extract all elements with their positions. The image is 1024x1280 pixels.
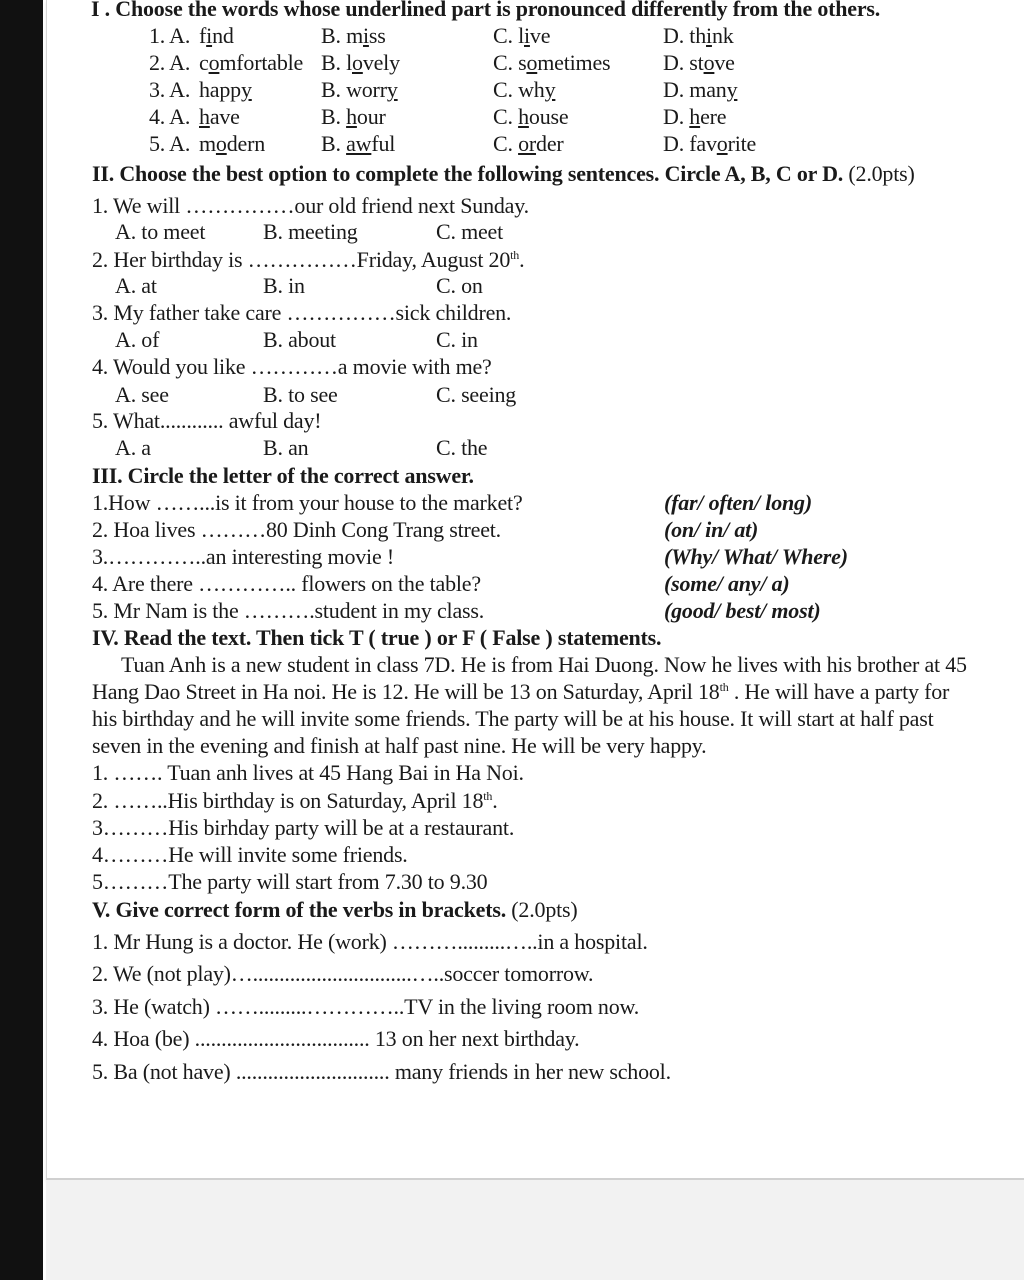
- s1-q5-opt-d: [663, 130, 756, 157]
- s1-q2-opt-d: [663, 49, 735, 76]
- s1-q1-number: 1. A.: [149, 23, 191, 48]
- s2-q1-stem: 1. We will ……………our old friend next Sunday.: [92, 193, 529, 218]
- s2-q2-opt-b: B. in: [263, 273, 305, 298]
- s2-q3-opt-c: C. in: [436, 327, 478, 352]
- word: D. here: [663, 104, 727, 129]
- s1-q4-number: 4. A.: [149, 104, 191, 129]
- word: B. awful: [321, 131, 396, 156]
- s2-q1-opt-c: C. meet: [436, 219, 504, 244]
- reading-line-2-sup: th: [719, 680, 729, 694]
- s5-q5: 5. Ba (not have) ............................. many friends in her new school.: [92, 1059, 671, 1084]
- s2-q1-opt-a: A. to meet: [115, 219, 206, 244]
- s1-q2-opt-a: [199, 49, 303, 76]
- word: C. why: [493, 77, 556, 102]
- statement-1: 1. ……. Tuan anh lives at 45 Hang Bai in Ha Noi.: [92, 760, 524, 785]
- word: C. order: [493, 131, 564, 156]
- s3-q3-stem: 3.…………..an interesting movie !: [92, 544, 394, 569]
- statement-2-sup: th: [483, 789, 493, 803]
- reading-line-2-text: Hang Dao Street in Ha noi. He is 12. He will be 13 on Saturday, April 18: [92, 679, 720, 704]
- section-1-title: I . Choose the words whose underlined part is pronounced differently from the others.: [91, 0, 881, 21]
- s2-q5-opt-b: B. an: [263, 435, 309, 460]
- word: D. stove: [663, 50, 735, 75]
- s2-q2-opt-c: C. on: [436, 273, 483, 298]
- s3-q4-options: (some/ any/ a): [664, 571, 790, 596]
- word: happy: [199, 77, 252, 102]
- s2-q4-opt-c: C. seeing: [436, 382, 517, 407]
- s2-q2-stem: [92, 246, 524, 273]
- word: C. sometimes: [493, 50, 611, 75]
- s5-q1: 1. Mr Hung is a doctor. He (work) ……….........…..in a hospital.: [92, 929, 648, 954]
- s1-q1-opt-d: [663, 22, 734, 49]
- s2-q2-stem-text: 2. Her birthday is ……………Friday, August 20: [92, 247, 511, 272]
- s1-q4-opt-a: [199, 103, 240, 130]
- s2-q3-stem: 3. My father take care ……………sick children.: [92, 300, 512, 325]
- word: B. worry: [321, 77, 398, 102]
- word: B. lovely: [321, 50, 400, 75]
- viewer-background: [46, 1180, 1024, 1280]
- s3-q4-stem: 4. Are there ………….. flowers on the table?: [92, 571, 481, 596]
- s1-q1-opt-a: [199, 22, 234, 49]
- word: D. think: [663, 23, 734, 48]
- s1-q1-opt-c: [493, 22, 550, 49]
- reading-line-1: Tuan Anh is a new student in class 7D. He is from Hai Duong. Now he lives with his brother at 45: [121, 652, 967, 677]
- s5-q3: 3. He (watch) …….........…………..TV in the living room now.: [92, 994, 640, 1019]
- left-dark-bar: [0, 0, 43, 1280]
- s1-q3-opt-b: [321, 76, 398, 103]
- s2-q4-stem: 4. Would you like …………a movie with me?: [92, 354, 492, 379]
- document-page: [46, 0, 1024, 1180]
- s1-q3-opt-c: [493, 76, 555, 103]
- s3-q2-options: (on/ in/ at): [664, 517, 759, 542]
- s2-q1-opt-b: B. meeting: [263, 219, 358, 244]
- s1-q4-opt-d: [663, 103, 726, 130]
- section-5-title: [92, 896, 578, 923]
- s1-q5-opt-a: [199, 130, 265, 157]
- s1-q3-number: 3. A.: [149, 77, 191, 102]
- word: find: [199, 23, 234, 48]
- s1-q4-opt-c: [493, 103, 568, 130]
- s1-q2-opt-b: [321, 49, 400, 76]
- s3-q2-stem: 2. Hoa lives ………80 Dinh Cong Trang street.: [92, 517, 501, 542]
- statement-3: 3………His birhday party will be at a restaurant.: [92, 815, 515, 840]
- section-5-points: (2.0pts): [506, 897, 578, 922]
- s3-q5-stem: 5. Mr Nam is the ……….student in my class.: [92, 598, 485, 623]
- s2-q2-stem-end: .: [519, 247, 525, 272]
- section-2-points: (2.0pts): [843, 161, 915, 186]
- word: B. miss: [321, 23, 386, 48]
- statement-2-end: .: [492, 788, 498, 813]
- section-5-title-text: V. Give correct form of the verbs in brackets.: [92, 897, 506, 922]
- s2-q3-opt-b: B. about: [263, 327, 336, 352]
- s1-q2-number: 2. A.: [149, 50, 191, 75]
- s2-q2-stem-sup: th: [510, 248, 520, 262]
- s1-q3-opt-d: [663, 76, 737, 103]
- word: C. live: [493, 23, 551, 48]
- word: modern: [199, 131, 266, 156]
- s5-q4: 4. Hoa (be) ................................. 13 on her next birthday.: [92, 1026, 580, 1051]
- statement-5: 5………The party will start from 7.30 to 9.30: [92, 869, 488, 894]
- statement-2-text: 2. ……..His birthday is on Saturday, April 18: [92, 788, 484, 813]
- section-3-title: III. Circle the letter of the correct answer.: [92, 463, 474, 488]
- s2-q5-opt-a: A. a: [115, 435, 151, 460]
- s1-q5-number: 5. A.: [149, 131, 191, 156]
- reading-line-4: seven in the evening and finish at half past nine. He will be very happy.: [92, 733, 707, 758]
- s2-q5-stem: 5. What............ awful day!: [92, 408, 322, 433]
- section-2-title-text: II. Choose the best option to complete the following sentences. Circle A, B, C or D.: [92, 161, 844, 186]
- s1-q5-opt-c: [493, 130, 564, 157]
- s1-q3-opt-a: [199, 76, 252, 103]
- word: comfortable: [199, 50, 304, 75]
- s1-q5-opt-b: [321, 130, 395, 157]
- s1-q2-opt-c: [493, 49, 610, 76]
- s2-q4-opt-a: A. see: [115, 382, 169, 407]
- s1-q4-opt-b: [321, 103, 386, 130]
- reading-line-3: his birthday and he will invite some friends. The party will be at his house. It will start at half past: [92, 706, 934, 731]
- s2-q5-opt-c: C. the: [436, 435, 488, 460]
- word: have: [199, 104, 240, 129]
- s3-q3-options: (Why/ What/ Where): [664, 544, 848, 569]
- reading-line-2: [92, 678, 949, 705]
- section-2-title: [92, 160, 915, 187]
- s2-q2-opt-a: A. at: [115, 273, 157, 298]
- s2-q4-opt-b: B. to see: [263, 382, 338, 407]
- s5-q2: 2. We (not play)…..............................…..soccer tomorrow.: [92, 961, 594, 986]
- word: B. hour: [321, 104, 386, 129]
- statement-2: [92, 787, 498, 814]
- word: D. favorite: [663, 131, 757, 156]
- word: D. many: [663, 77, 738, 102]
- section-4-title: IV. Read the text. Then tick T ( true ) or F ( False ) statements.: [92, 625, 662, 650]
- word: C. house: [493, 104, 569, 129]
- s3-q1-options: (far/ often/ long): [664, 490, 812, 515]
- s3-q5-options: (good/ best/ most): [664, 598, 821, 623]
- s3-q1-stem: 1.How ……...is it from your house to the market?: [92, 490, 523, 515]
- s1-q1-opt-b: [321, 22, 386, 49]
- s2-q3-opt-a: A. of: [115, 327, 160, 352]
- statement-4: 4………He will invite some friends.: [92, 842, 408, 867]
- reading-line-2-end: . He will have a party for: [728, 679, 950, 704]
